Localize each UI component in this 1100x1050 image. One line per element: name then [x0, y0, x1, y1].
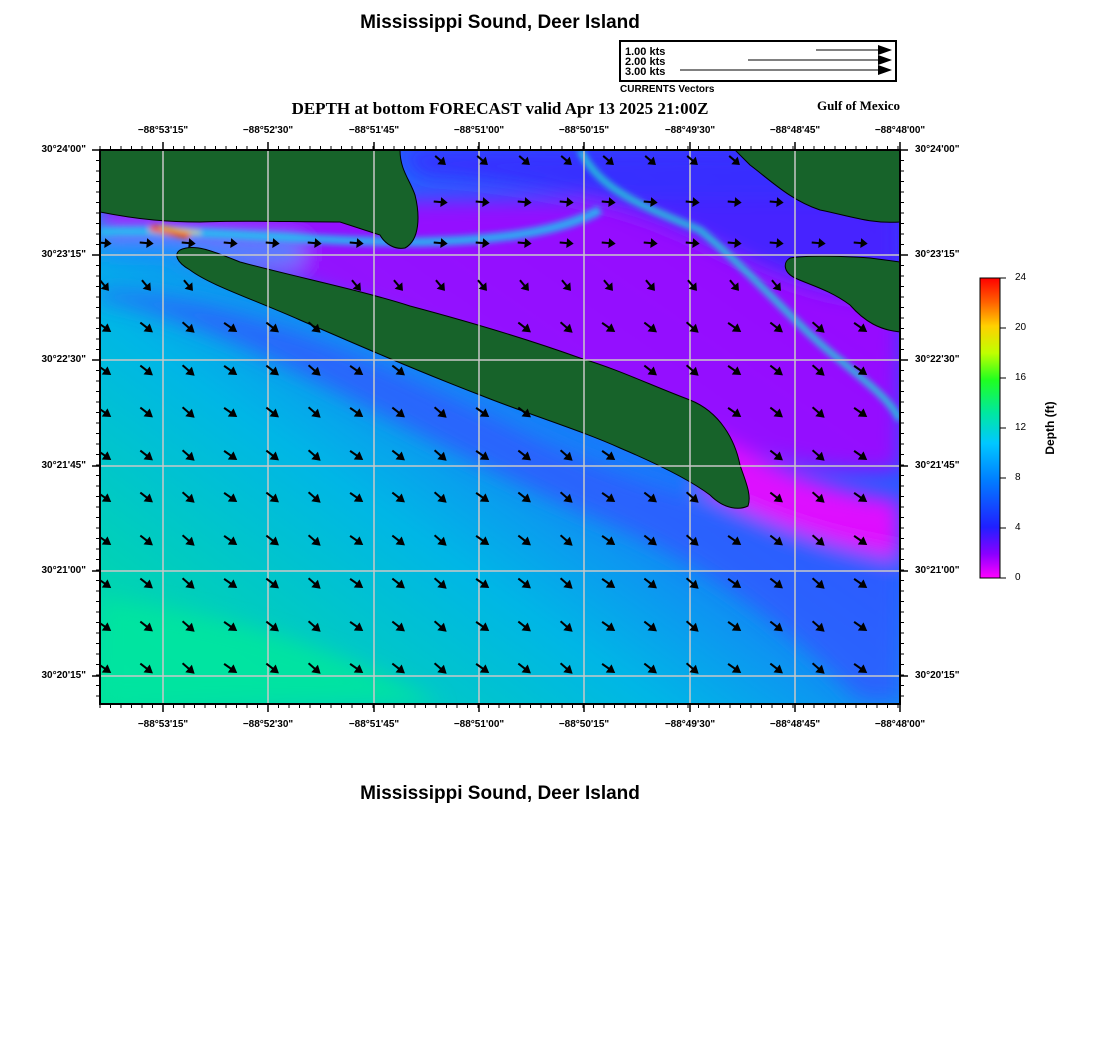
lat-label-right-3: 30°21'45"	[915, 460, 960, 471]
lon-label-bottom-7: −88°48'00"	[874, 719, 926, 730]
map-title: Mississippi Sound, Deer Island	[360, 12, 640, 33]
legend-arrow-head-1	[878, 55, 892, 65]
lat-label-left-5: 30°20'15"	[41, 670, 86, 681]
lon-label-top-0: −88°53'15"	[137, 125, 189, 136]
lon-label-bottom-0: −88°53'15"	[137, 719, 189, 730]
lon-label-bottom-6: −88°48'45"	[769, 719, 821, 730]
lon-label-bottom-1: −88°52'30"	[242, 719, 294, 730]
lon-label-top-3: −88°51'00"	[453, 125, 505, 136]
lat-label-right-4: 30°21'00"	[915, 565, 960, 576]
lon-label-top-6: −88°48'45"	[769, 125, 821, 136]
colorbar-tick-label-3: 12	[1015, 422, 1027, 433]
lat-label-right-5: 30°20'15"	[915, 670, 960, 681]
lat-label-right-2: 30°22'30"	[915, 354, 960, 365]
lat-label-left-0: 30°24'00"	[41, 144, 86, 155]
colorbar-tick-label-4: 8	[1015, 472, 1021, 483]
colorbar-ramp	[980, 278, 1000, 578]
colorbar-title: Depth (ft)	[1043, 401, 1057, 455]
legend-arrow-head-0	[878, 45, 892, 55]
colorbar-tick-label-2: 16	[1015, 372, 1027, 383]
vector-legend-caption: CURRENTS Vectors	[620, 84, 715, 95]
lat-label-left-1: 30°23'15"	[41, 249, 86, 260]
legend-row-1: 1.00 kts	[625, 46, 666, 58]
legend-arrow-head-2	[878, 65, 892, 75]
legend-row-2: 2.00 kts	[625, 56, 666, 68]
lon-label-bottom-4: −88°50'15"	[558, 719, 610, 730]
colorbar-ticks	[1000, 278, 1006, 578]
colorbar-tick-label-0: 24	[1015, 272, 1027, 283]
lon-label-top-4: −88°50'15"	[558, 125, 610, 136]
lon-label-top-5: −88°49'30"	[664, 125, 716, 136]
lon-label-bottom-5: −88°49'30"	[664, 719, 716, 730]
lat-label-right-1: 30°23'15"	[915, 249, 960, 260]
lon-label-bottom-3: −88°51'00"	[453, 719, 505, 730]
lat-label-left-4: 30°21'00"	[41, 565, 86, 576]
region-label: Gulf of Mexico	[816, 98, 900, 113]
lat-label-left-3: 30°21'45"	[41, 460, 86, 471]
lon-label-top-1: −88°52'30"	[242, 125, 294, 136]
footer-title: Mississippi Sound, Deer Island	[360, 783, 640, 804]
colorbar-tick-label-5: 4	[1015, 522, 1021, 533]
lon-label-top-7: −88°48'00"	[874, 125, 926, 136]
lat-label-left-2: 30°22'30"	[41, 354, 86, 365]
depth-field	[100, 150, 900, 704]
lon-label-bottom-2: −88°51'45"	[348, 719, 400, 730]
forecast-subtitle: DEPTH at bottom FORECAST valid Apr 13 2025 21:00Z	[291, 99, 709, 118]
legend-arrows	[680, 45, 892, 75]
lat-label-right-0: 30°24'00"	[915, 144, 960, 155]
colorbar-tick-label-1: 20	[1015, 322, 1027, 333]
lon-label-top-2: −88°51'45"	[348, 125, 400, 136]
colorbar-tick-label-6: 0	[1015, 572, 1021, 583]
legend-row-3: 3.00 kts	[625, 66, 666, 78]
